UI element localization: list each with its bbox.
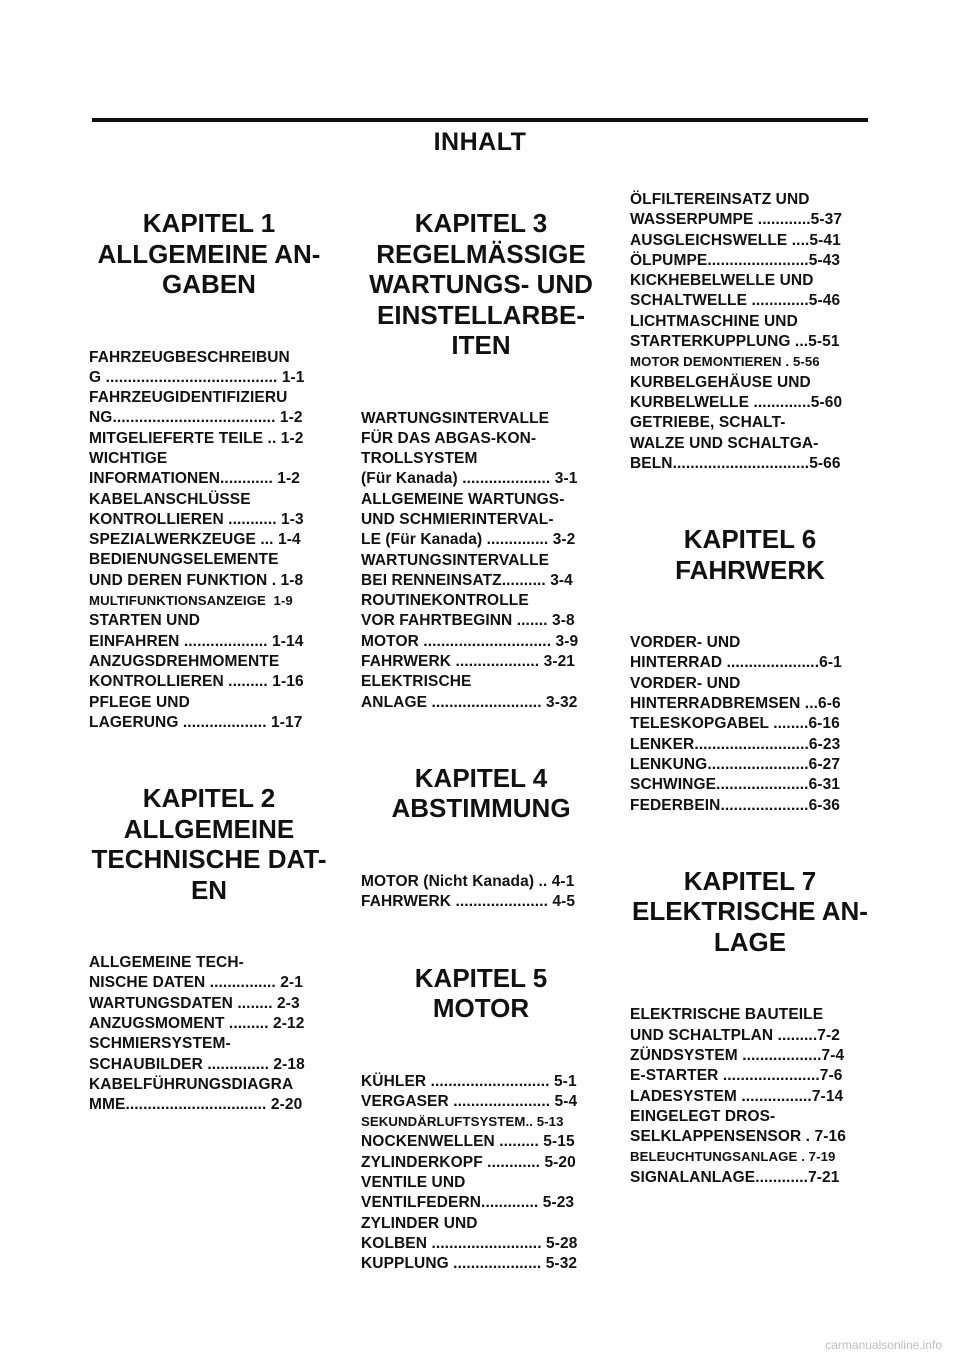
toc-entry-line[interactable]: LE (Für Kanada) .............. 3-2 (361, 531, 576, 549)
toc-entry-line[interactable]: NOCKENWELLEN ......... 5-15 (361, 1133, 575, 1151)
toc-entry-line[interactable]: FAHRZEUGBESCHREIBUN (89, 348, 290, 366)
toc-entry-line[interactable]: TROLLSYSTEM (361, 450, 478, 468)
toc-entry-line[interactable]: MULTIFUNKTIONSANZEIGE 1-9 (89, 593, 293, 609)
toc-entry-line[interactable]: ZYLINDER UND (361, 1214, 478, 1232)
toc-column-1 (89, 190, 329, 1144)
toc-entry-line[interactable]: KONTROLLIEREN ......... 1-16 (89, 673, 304, 691)
toc-entry-line[interactable]: VORDER- UND (630, 634, 741, 652)
toc-entry-line[interactable]: E-STARTER ......................7-6 (630, 1067, 843, 1085)
section-spacer (630, 474, 870, 502)
toc-entry-line[interactable]: FEDERBEIN....................6-36 (630, 796, 841, 814)
toc-entry-line[interactable]: LADESYSTEM ................7-14 (630, 1087, 844, 1105)
toc-entry-line[interactable]: WARTUNGSDATEN ........ 2-3 (89, 994, 300, 1012)
chapter-heading-line: WARTUNGS- UND (369, 269, 593, 299)
toc-entry-line[interactable]: ZÜNDSYSTEM ..................7-4 (630, 1046, 845, 1064)
chapter-heading-line: GABEN (162, 269, 256, 299)
watermark: carmanualsonline.info (825, 1338, 942, 1352)
toc-entry-line[interactable]: KONTROLLIEREN ........... 1-3 (89, 510, 304, 528)
toc-entry-line[interactable]: VENTILE UND (361, 1174, 466, 1192)
toc-entry-line[interactable]: AUSGLEICHSWELLE ....5-41 (630, 231, 841, 249)
toc-entry-line[interactable]: KURBELGEHÄUSE UND (630, 373, 811, 391)
chapter-heading-line: KAPITEL 2 (142, 783, 276, 814)
toc-entry-line[interactable]: ALLGEMEINE TECH- (89, 954, 244, 972)
chapter-heading-line: KAPITEL 3 (414, 208, 548, 238)
toc-entry-line[interactable]: EINFAHREN ................... 1-14 (89, 632, 304, 650)
chapter-heading-line: EINSTELLARBE- (377, 299, 585, 330)
toc-entry-line[interactable]: LAGERUNG ................... 1-17 (89, 713, 303, 731)
toc-entry-line[interactable]: ÖLFILTEREINSATZ UND (630, 191, 810, 208)
toc-entry-line[interactable]: VERGASER ...................... 5-4 (361, 1092, 578, 1110)
toc-entry-line[interactable]: NISCHE DATEN ............... 2-1 (89, 974, 303, 992)
chapter-heading-line: MOTOR (432, 993, 530, 1024)
section-spacer (89, 1116, 329, 1144)
section-spacer (361, 913, 601, 941)
toc-entry-line[interactable]: WASSERPUMPE ............5-37 (630, 211, 843, 229)
toc-entry-list (361, 409, 601, 713)
toc-entry-list (89, 348, 329, 734)
chapter-heading-line: ITEN (451, 330, 511, 360)
chapter-heading-line: TECHNISCHE DAT- (91, 844, 327, 875)
toc-entry-line[interactable]: LENKUNG.......................6-27 (630, 755, 841, 773)
toc-entry-line[interactable]: WALZE UND SCHALTGA- (630, 434, 819, 452)
toc-entry-line[interactable]: KABELANSCHLÜSSE (89, 490, 251, 508)
chapter-heading-line: KAPITEL 1 (142, 208, 276, 238)
section-spacer (89, 733, 329, 761)
toc-entry-line[interactable]: SIGNALANLAGE............7-21 (630, 1168, 840, 1186)
toc-entry-line[interactable]: SCHMIERSYSTEM- (89, 1035, 231, 1053)
chapter-heading-line: ABSTIMMUNG (391, 793, 571, 824)
toc-entry-line[interactable]: PFLEGE UND (89, 693, 190, 711)
toc-entry-line[interactable]: SCHAUBILDER .............. 2-18 (89, 1055, 305, 1073)
toc-entry-list (630, 633, 870, 816)
toc-entry-line[interactable]: BELEUCHTUNGSANLAGE . 7-19 (630, 1149, 836, 1165)
chapter-heading-line: LAGE (713, 926, 787, 957)
toc-entry-line[interactable]: ELEKTRISCHE (361, 673, 472, 691)
top-rule (92, 118, 868, 122)
toc-entry-line[interactable]: SPEZIALWERKZEUGE ... 1-4 (89, 531, 301, 549)
toc-entry-line[interactable]: BEI RENNEINSATZ.......... 3-4 (361, 571, 573, 589)
chapter-heading-line: KAPITEL 7 (683, 865, 817, 896)
toc-entry-line[interactable]: MITGELIEFERTE TEILE .. 1-2 (89, 429, 304, 447)
toc-entry-list (361, 1072, 601, 1275)
chapter-heading (89, 783, 329, 905)
toc-entry-line[interactable]: ANZUGSMOMENT ......... 2-12 (89, 1015, 305, 1033)
chapter-heading (361, 208, 601, 361)
chapter-heading (361, 763, 601, 824)
toc-entry-line[interactable]: HINTERRAD .....................6-1 (630, 654, 842, 672)
toc-entry-line[interactable]: WICHTIGE (89, 449, 168, 467)
toc-entry-line[interactable]: KURBELWELLE .............5-60 (630, 393, 843, 411)
toc-entry-line[interactable]: EINGELEGT DROS- (630, 1107, 776, 1125)
toc-entry-line[interactable]: WARTUNGSINTERVALLE (361, 409, 550, 427)
toc-column-2 (361, 190, 601, 1303)
toc-entry-line[interactable]: STARTERKUPPLUNG ...5-51 (630, 333, 840, 351)
chapter-heading-line: ALLGEMEINE (123, 813, 295, 844)
toc-entry-line[interactable]: MOTOR (Nicht Kanada) .. 4-1 (361, 872, 575, 890)
toc-entry-line[interactable]: MME................................ 2-20 (89, 1096, 303, 1114)
toc-entry-line[interactable]: ANLAGE ......................... 3-32 (361, 693, 578, 711)
chapter-heading-line: KAPITEL 4 (414, 762, 548, 793)
toc-entry-line[interactable]: VORDER- UND (630, 674, 741, 692)
toc-entry-line[interactable]: BEDIENUNGSELEMENTE (89, 551, 279, 569)
toc-entry-line[interactable]: SELKLAPPENSENSOR . 7-16 (630, 1128, 846, 1146)
toc-entry-line[interactable]: G ....................................... 1-1 (89, 368, 305, 386)
chapter-heading-line: EN (190, 874, 228, 905)
toc-entry-line[interactable]: KOLBEN ......................... 5-28 (361, 1234, 578, 1252)
toc-entry-line[interactable]: ELEKTRISCHE BAUTEILE (630, 1006, 824, 1024)
toc-entry-line[interactable]: KÜHLER ........................... 5-1 (361, 1072, 577, 1090)
chapter-heading-line: REGELMÄSSIGE (376, 238, 586, 269)
chapter-heading-line: ELEKTRISCHE AN- (632, 896, 868, 927)
page-title: INHALT (433, 128, 527, 156)
section-spacer (361, 1275, 601, 1303)
toc-entry-line[interactable]: SCHWINGE.....................6-31 (630, 776, 841, 794)
toc-entry-line[interactable]: ROUTINEKONTROLLE (361, 592, 529, 610)
section-spacer (630, 816, 870, 844)
chapter-heading (630, 866, 870, 958)
section-spacer (630, 1188, 870, 1216)
toc-entry-line[interactable]: FAHRWERK ..................... 4-5 (361, 893, 576, 911)
chapter-heading (89, 208, 329, 300)
toc-entry-list (630, 190, 870, 474)
toc-entry-line[interactable]: GETRIEBE, SCHALT- (630, 414, 786, 432)
toc-entry-line[interactable]: UND DEREN FUNKTION . 1-8 (89, 571, 304, 589)
toc-entry-line[interactable]: LICHTMASCHINE UND (630, 312, 798, 330)
toc-entry-line[interactable]: ANZUGSDREHMOMENTE (89, 652, 280, 670)
toc-entry-line[interactable]: VOR FAHRTBEGINN ....... 3-8 (361, 612, 575, 630)
toc-entry-line[interactable]: UND SCHMIERINTERVAL- (361, 510, 554, 528)
chapter-heading-line: ALLGEMEINE AN- (97, 238, 321, 269)
toc-entry-line[interactable]: SCHALTWELLE .............5-46 (630, 292, 841, 310)
toc-entry-list (361, 872, 601, 913)
toc-entry-list (89, 953, 329, 1115)
toc-entry-line[interactable]: SEKUNDÄRLUFTSYSTEM.. 5-13 (361, 1114, 564, 1130)
chapter-heading-line: KAPITEL 6 (683, 524, 817, 555)
toc-entry-line[interactable]: NG..................................... 1-2 (89, 409, 303, 427)
toc-entry-line[interactable]: UND SCHALTPLAN .........7-2 (630, 1026, 840, 1044)
toc-entry-line[interactable]: INFORMATIONEN............ 1-2 (89, 470, 301, 488)
section-spacer (361, 713, 601, 741)
chapter-heading-line: KAPITEL 5 (414, 962, 548, 993)
toc-entry-line[interactable]: VENTILFEDERN............. 5-23 (361, 1194, 575, 1212)
toc-entry-line[interactable]: HINTERRADBREMSEN ...6-6 (630, 695, 841, 713)
toc-column-3 (630, 190, 870, 1216)
chapter-heading (361, 963, 601, 1024)
toc-entry-line[interactable]: ZYLINDERKOPF ............ 5-20 (361, 1153, 576, 1171)
toc-entry-line[interactable]: LENKER..........................6-23 (630, 735, 841, 753)
toc-entry-list (630, 1005, 870, 1188)
toc-entry-line[interactable]: KUPPLUNG .................... 5-32 (361, 1255, 578, 1273)
toc-entry-line[interactable]: FAHRWERK ................... 3-21 (361, 653, 576, 671)
chapter-heading (630, 524, 870, 585)
toc-entry-line[interactable]: STARTEN UND (89, 612, 201, 630)
toc-entry-line[interactable]: ÖLPUMPE.......................5-43 (630, 251, 841, 269)
toc-entry-line[interactable]: FÜR DAS ABGAS-KON- (361, 429, 537, 447)
toc-entry-line[interactable]: (Für Kanada) .................... 3-1 (361, 470, 578, 488)
toc-entry-line[interactable]: MOTOR ............................. 3-9 (361, 632, 579, 650)
toc-entry-line[interactable]: TELESKOPGABEL ........6-16 (630, 715, 840, 733)
toc-entry-line[interactable]: KICKHEBELWELLE UND (630, 272, 814, 290)
toc-entry-line[interactable]: KABELFÜHRUNGSDIAGRA (89, 1075, 294, 1093)
toc-entry-line[interactable]: MOTOR DEMONTIEREN . 5-56 (630, 354, 820, 370)
chapter-heading-line: FAHRWERK (675, 554, 825, 585)
toc-entry-line[interactable]: BELN...............................5-66 (630, 454, 841, 472)
toc-entry-line[interactable]: ALLGEMEINE WARTUNGS- (361, 490, 565, 508)
toc-entry-line[interactable]: FAHRZEUGIDENTIFIZIERU (89, 389, 288, 407)
toc-entry-line[interactable]: WARTUNGSINTERVALLE (361, 551, 550, 569)
